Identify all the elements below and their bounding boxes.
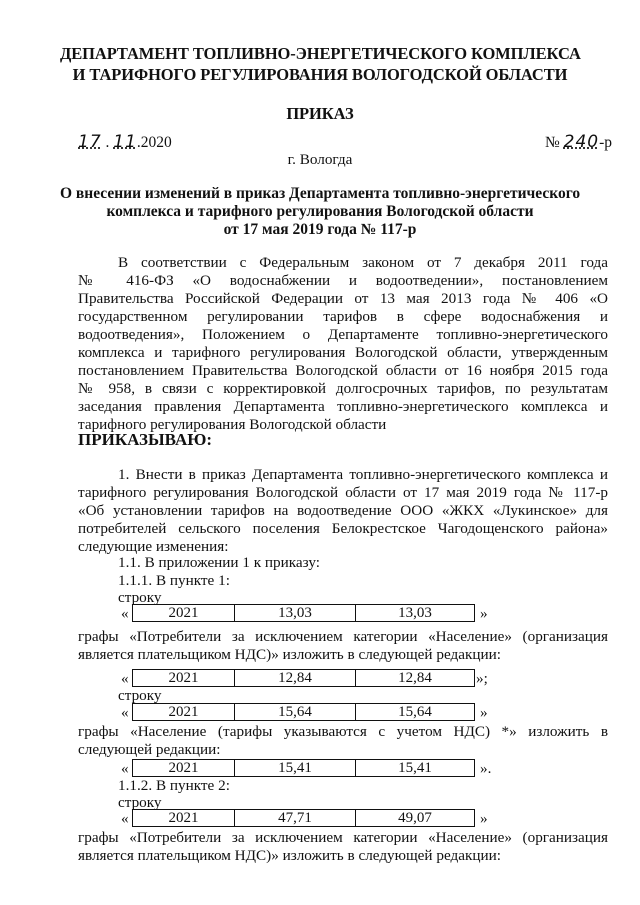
- number-value: 240: [563, 132, 600, 152]
- cell-tariff-1: 12,84: [235, 670, 356, 687]
- title-line3: от 17 мая 2019 года № 117-р: [223, 221, 417, 238]
- order-date: 17 . 11.2020: [78, 132, 172, 152]
- department-name-line1: ДЕПАРТАМЕНТ ТОПЛИВНО-ЭНЕРГЕТИЧЕСКОГО КОМПЛЕКСА: [60, 44, 581, 63]
- city: г. Вологда: [287, 151, 353, 168]
- cell-year: 2021: [133, 605, 235, 622]
- preamble-line: государственном регулировании тарифов в сфере водоснабжения и: [78, 308, 608, 325]
- cell-tariff-1: 15,41: [235, 760, 356, 777]
- preamble-line: комплекса и тарифного регулирования Вологодской области, утвержденным: [78, 344, 608, 361]
- cell-tariff-2: 15,64: [356, 704, 475, 721]
- preamble-line: № 958, в связи с корректировкой долгосрочных тарифов, по результатам: [78, 380, 608, 397]
- graphs-text: графы «Потребители за исключением категории «Население» (организация: [78, 628, 608, 645]
- title-line2: комплекса и тарифного регулирования Вологодской области: [106, 203, 534, 220]
- table-row: [133, 704, 475, 721]
- preamble-line: В соответствии с Федеральным законом от 7 декабря 2011 года: [118, 254, 608, 271]
- open-quote: «: [121, 760, 129, 777]
- graphs-text: следующей редакции:: [78, 741, 221, 758]
- cell-tariff-2: 12,84: [356, 670, 475, 687]
- graphs-text: графы «Население (тарифы указываются с учетом НДС) *» изложить в: [78, 723, 608, 740]
- preamble-line: № 416-ФЗ «О водоснабжении и водоотведении», постановлением: [78, 272, 608, 289]
- tariff-row-table: [132, 703, 475, 721]
- cell-tariff-2: 13,03: [356, 605, 475, 622]
- label-stroku: строку: [118, 589, 162, 606]
- cell-year: 2021: [133, 760, 235, 777]
- table-row: [133, 670, 475, 687]
- open-quote: «: [121, 605, 129, 622]
- department-name-line2: И ТАРИФНОГО РЕГУЛИРОВАНИЯ ВОЛОГОДСКОЙ ОБЛАСТИ: [72, 65, 568, 84]
- cell-year: 2021: [133, 810, 235, 827]
- preamble-line: тарифного регулирования Вологодской области: [78, 416, 387, 433]
- cell-year: 2021: [133, 704, 235, 721]
- preamble-line: заседания правления Департамента топливно-энергетического комплекса и: [78, 398, 608, 415]
- close-quote-dot: ».: [480, 760, 492, 777]
- open-quote: «: [121, 810, 129, 827]
- table-row: [133, 810, 475, 827]
- order-number: [545, 132, 612, 152]
- subitem-1-1: 1.1. В приложении 1 к приказу:: [118, 554, 320, 571]
- item1-line: тарифного регулирования Вологодской области от 17 мая 2019 года № 117-р: [78, 484, 608, 501]
- preamble-line: постановлением Правительства Вологодской области от 16 ноября 2015 года: [78, 362, 608, 379]
- tariff-row-table: [132, 809, 475, 827]
- table-row: [133, 605, 475, 622]
- close-quote: »: [480, 704, 488, 721]
- preamble-line: Правительства Российской Федерации от 13 мая 2013 года № 406 «О: [78, 290, 608, 307]
- close-quote-semicolon: »;: [476, 670, 488, 687]
- tariff-row-table: [132, 759, 475, 777]
- open-quote: «: [121, 670, 129, 687]
- graphs-text: является плательщиком НДС)» изложить в следующей редакции:: [78, 847, 501, 864]
- item1-line: потребителей сельского поселения Белокрестское Чагодощенского района»: [78, 520, 608, 537]
- subitem-1-1-1: 1.1.1. В пункте 1:: [118, 572, 230, 589]
- decree-word: ПРИКАЗЫВАЮ:: [78, 430, 213, 449]
- item1-line: «Об установлении тарифов на водоотведение ООО «ЖКХ «Лукинское» для: [78, 502, 608, 519]
- subitem-1-1-2: 1.1.2. В пункте 2:: [118, 777, 230, 794]
- date-day: 17: [78, 132, 102, 152]
- close-quote: »: [480, 810, 488, 827]
- graphs-text: является плательщиком НДС)» изложить в следующей редакции:: [78, 646, 501, 663]
- graphs-text: графы «Потребители за исключением категории «Население» (организация: [78, 829, 608, 846]
- date-month: 11: [113, 132, 137, 152]
- date-year: .2020: [136, 134, 172, 151]
- cell-tariff-1: 15,64: [235, 704, 356, 721]
- tariff-row-table: [132, 604, 475, 622]
- label-stroku: строку: [118, 794, 162, 811]
- cell-year: 2021: [133, 670, 235, 687]
- tariff-row-table: [132, 669, 475, 687]
- cell-tariff-1: 13,03: [235, 605, 356, 622]
- preamble-line: водоотведения», Положением о Департаменте топливно-энергетического: [78, 326, 608, 343]
- cell-tariff-2: 15,41: [356, 760, 475, 777]
- number-prefix: №: [545, 134, 560, 151]
- item1-line: следующие изменения:: [78, 538, 229, 555]
- table-row: [133, 760, 475, 777]
- close-quote: »: [480, 605, 488, 622]
- label-stroku: строку: [118, 687, 162, 704]
- title-line1: О внесении изменений в приказ Департамента топливно-энергетического: [60, 185, 581, 202]
- number-suffix: -р: [599, 134, 613, 151]
- document-kind: ПРИКАЗ: [286, 104, 354, 123]
- cell-tariff-1: 47,71: [235, 810, 356, 827]
- open-quote: «: [121, 704, 129, 721]
- item1-line: 1. Внести в приказ Департамента топливно-энергетического комплекса и: [118, 466, 608, 483]
- cell-tariff-2: 49,07: [356, 810, 475, 827]
